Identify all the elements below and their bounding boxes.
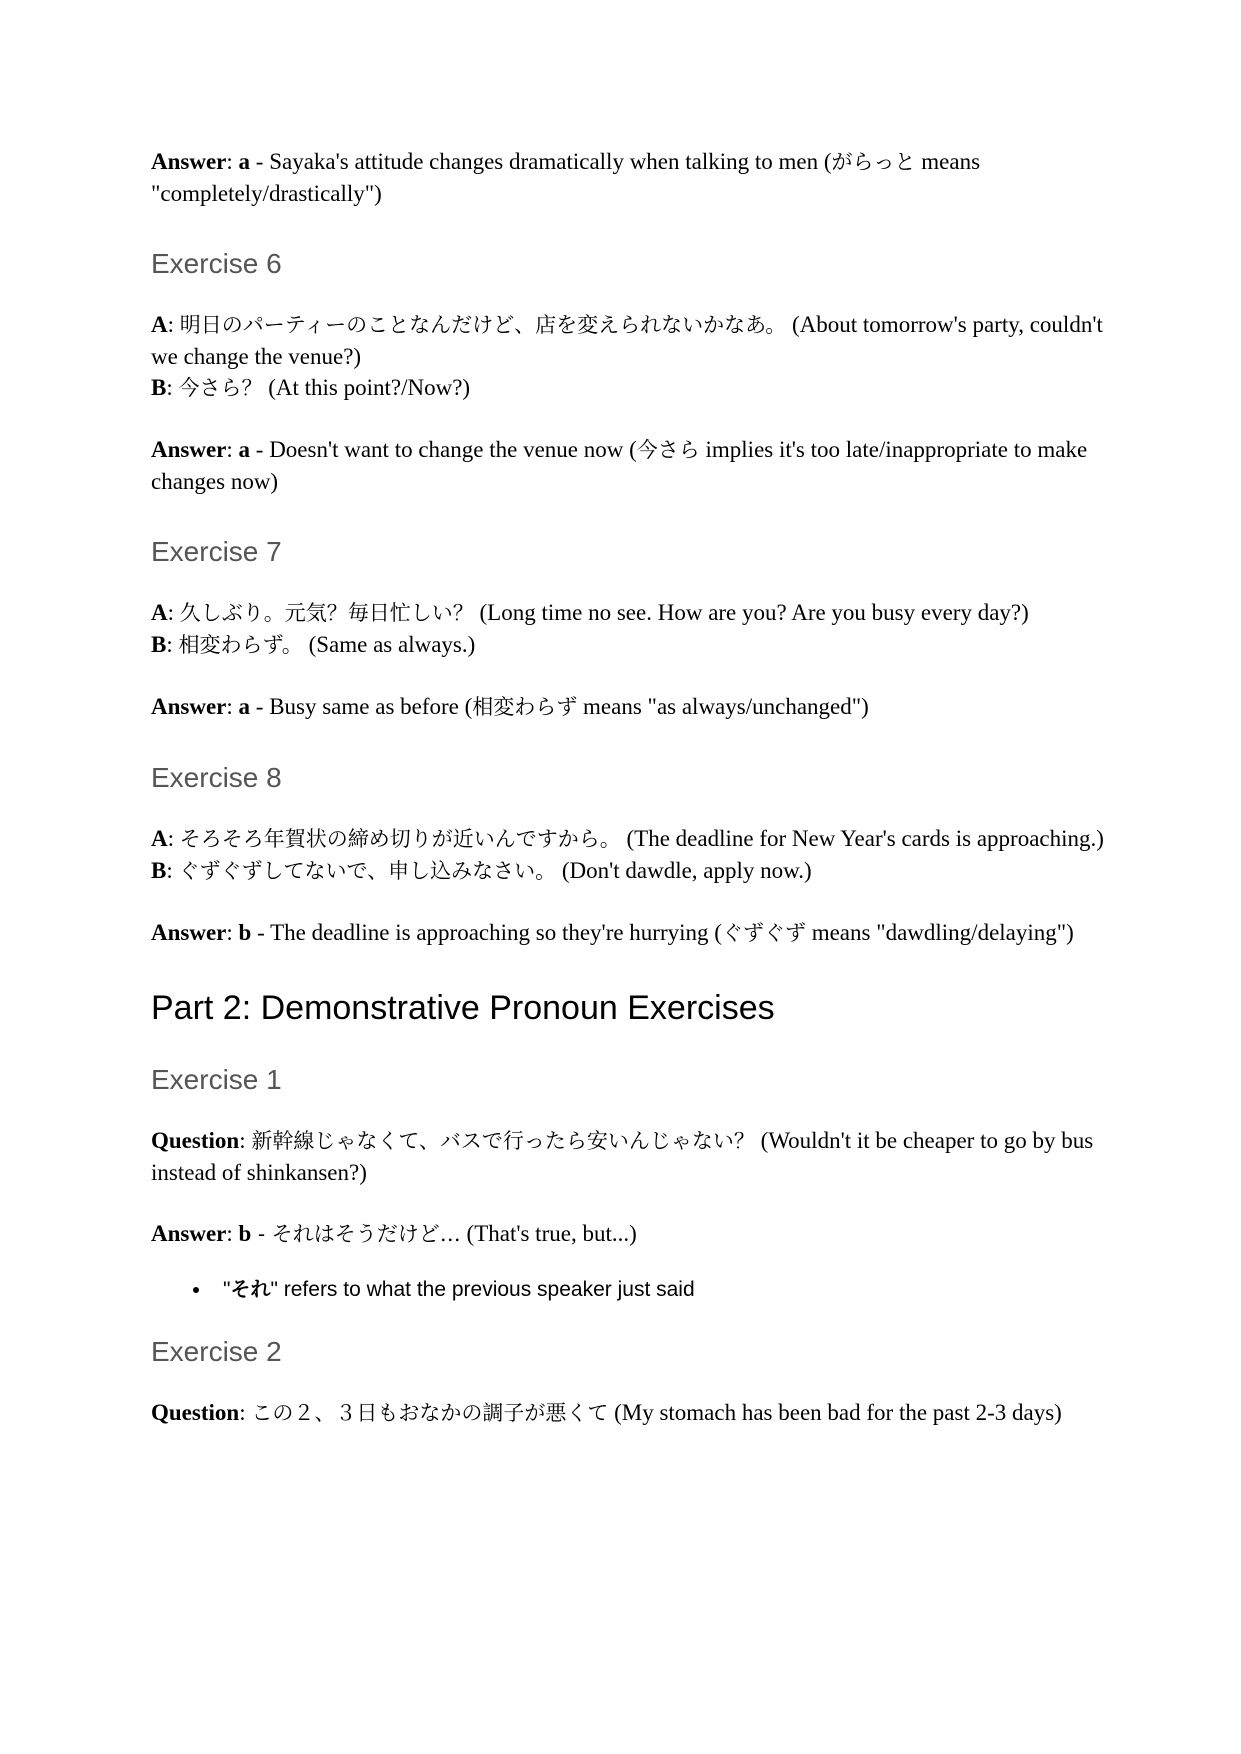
speaker-a-japanese: 久しぶり。元気？毎日忙しい？ [179, 601, 474, 625]
part-2-exercise-1-answer: Answer: b - それはそうだけど… (That's true, but...) [151, 1221, 637, 1246]
exercise-6-dialogue: A: 明日のパーティーのことなんだけど、店を変えられないかなあ。 (About tomorrow's party, couldn't we change the venue?) B: 今さら？ (At this point?/Now?) [151, 312, 1103, 400]
exercise-8-heading: Exercise 8 [151, 762, 282, 793]
part-2-exercise-2-heading: Exercise 2 [151, 1336, 282, 1367]
answer-label: Answer [151, 694, 227, 719]
speaker-b-english: (Don't dawdle, apply now.) [556, 858, 812, 883]
answer-choice: a [238, 149, 251, 174]
answer-jp-term: 今さら [636, 438, 700, 462]
speaker-a-english: (The deadline for New Year's cards is approaching.) [620, 826, 1104, 851]
answer-jp-term: 相変わらず [472, 695, 578, 719]
answer-jp-term: がらっと [831, 150, 916, 174]
part-2-exercise-1-question: Question: 新幹線じゃなくて、バスで行ったら安いんじゃない？ (Wouldn't it be cheaper to go by bus instead of shinkansen?) [151, 1128, 1094, 1185]
speaker-b-label: B [151, 375, 167, 400]
answer-text: - The deadline is approaching so they're hurrying ( [251, 920, 722, 945]
exercise-8-answer: Answer: b - The deadline is approaching so they're hurrying (ぐずぐず means "dawdling/delaying") [151, 920, 1074, 945]
answer-label: Answer [151, 1221, 227, 1246]
answer-english: (That's true, but...) [460, 1221, 637, 1246]
speaker-a-english: (Long time no see. How are you? Are you busy every day?) [473, 600, 1029, 625]
answer-text: - Sayaka's attitude changes dramatically when talking to men ( [250, 149, 832, 174]
part-2-exercise-2-question: Question: この２、３日もおなかの調子が悪くて (My stomach has been bad for the past 2-3 days) [151, 1400, 1062, 1425]
exercise-7-heading: Exercise 7 [151, 536, 282, 567]
speaker-a-label: A [151, 826, 168, 851]
bullet-jp-term: それ [230, 1277, 271, 1301]
speaker-b-label: B [151, 858, 167, 883]
speaker-b-japanese: 相変わらず。 [178, 633, 303, 657]
speaker-b-english: (Same as always.) [302, 632, 476, 657]
part-2-exercise-1-heading: Exercise 1 [151, 1064, 282, 1095]
speaker-b-japanese: ぐずぐずしてないで、申し込みなさい。 [178, 859, 557, 883]
question-label: Question [151, 1400, 240, 1425]
answer-paragraph: Answer: a - Sayaka's attitude changes dramatically when talking to men (がらっと means "completely/drastically") [151, 149, 981, 206]
bullet-quote-open: " [223, 1278, 231, 1301]
part-2-heading: Part 2: Demonstrative Pronoun Exercises [151, 989, 775, 1027]
document-page [151, 146, 1106, 1429]
speaker-a-japanese: そろそろ年賀状の締め切りが近いんですから。 [179, 827, 621, 851]
explanation-list [151, 1274, 1106, 1305]
exercise-6-answer: Answer: a - Doesn't want to change the venue now (今さら implies it's too late/inappropriate to make changes now) [151, 437, 1088, 494]
speaker-a-label: A [151, 600, 168, 625]
answer-text-end: means "dawdling/delaying") [805, 920, 1074, 945]
exercise-7-dialogue: A: 久しぶり。元気？毎日忙しい？ (Long time no see. How are you? Are you busy every day?) B: 相変わらず。 (Same as always.) [151, 600, 1029, 657]
speaker-a-label: A [151, 312, 168, 337]
answer-text-end: means "as always/unchanged") [577, 694, 869, 719]
answer-text-end: implies it's too late/inappropriate to make changes now) [151, 437, 1088, 494]
speaker-b-english: (At this point?/Now?) [262, 375, 471, 400]
bullet-text: " refers to what the previous speaker just said [270, 1278, 695, 1301]
question-english: (Wouldn't it be cheaper to go by bus instead of shinkansen?) [151, 1128, 1094, 1185]
speaker-a-english: (About tomorrow's party, couldn't we change the venue?) [151, 312, 1103, 369]
answer-choice: a [238, 694, 251, 719]
bullet-dot-icon [193, 1287, 199, 1293]
answer-choice: b [238, 920, 252, 945]
exercise-8-dialogue: A: そろそろ年賀状の締め切りが近いんですから。 (The deadline for New Year's cards is approaching.) B: ぐずぐずしてないで、申し込みなさい。 (Don't dawdle, apply now.) [151, 826, 1104, 883]
answer-label: Answer [151, 149, 227, 174]
exercise-6-heading: Exercise 6 [151, 248, 282, 279]
speaker-b-label: B [151, 632, 167, 657]
answer-label: Answer [151, 920, 227, 945]
answer-label: Answer [151, 437, 227, 462]
question-english: (My stomach has been bad for the past 2-3 days) [608, 1400, 1062, 1425]
speaker-b-japanese: 今さら？ [178, 376, 263, 400]
answer-text-end: means "completely/drastically") [151, 149, 981, 206]
question-japanese: この２、３日もおなかの調子が悪くて [251, 1401, 609, 1425]
question-label: Question [151, 1128, 240, 1153]
exercise-7-answer: Answer: a - Busy same as before (相変わらず means "as always/unchanged") [151, 694, 869, 719]
answer-choice: a [238, 437, 251, 462]
answer-jp-term: ぐずぐず [721, 921, 806, 945]
speaker-a-japanese: 明日のパーティーのことなんだけど、店を変えられないかなあ。 [179, 313, 787, 337]
answer-text: - Doesn't want to change the venue now ( [250, 437, 637, 462]
list-item [151, 1274, 1106, 1305]
answer-text: - Busy same as before ( [250, 694, 473, 719]
answer-japanese: - それはそうだけど… [251, 1222, 461, 1246]
answer-choice: b [238, 1221, 252, 1246]
question-japanese: 新幹線じゃなくて、バスで行ったら安いんじゃない？ [251, 1129, 755, 1153]
